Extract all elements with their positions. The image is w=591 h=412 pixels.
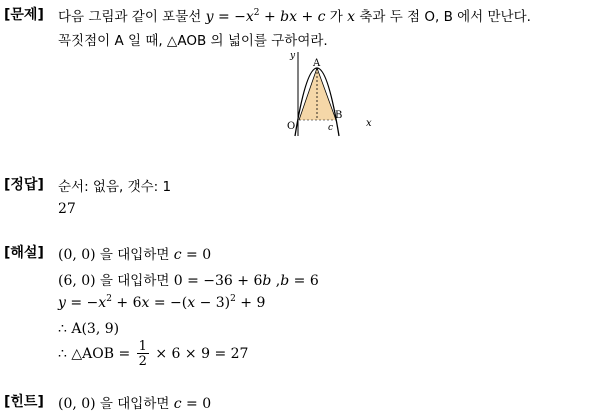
- answer-label: [정답]: [4, 177, 44, 193]
- solution-line-3: $y = -x^2 + 6x = -(x - 3)^2 + 9$: [58, 294, 266, 311]
- solution-line-4: ∴ A(3, 9): [58, 321, 120, 337]
- label-c: c: [328, 123, 334, 133]
- problem-label: [문제]: [4, 7, 44, 23]
- answer-value: 27: [58, 201, 76, 217]
- problem-line-1: 다음 그림과 같이 포물선 $y = -x^2$ + bx + c 가 x 축과 두 점 O, B 에서 만난다.: [58, 8, 531, 25]
- solution-label: [해설]: [4, 245, 44, 261]
- problem-line-2: 꼭짓점이 A 일 때, △AOB 의 넓이를 구하여라.: [58, 33, 328, 49]
- solution-line-1: (0, 0) 을 대입하면 c = 0: [58, 247, 212, 263]
- label-o: O: [287, 121, 296, 132]
- solution-line-5: ∴ △AOB = $\frac{1}{2}$ × 6 × 9 = 27: [58, 339, 249, 369]
- label-a: A: [313, 58, 321, 69]
- parabola-figure: [284, 46, 384, 138]
- label-y: y: [290, 51, 296, 61]
- hint-label: [힌트]: [4, 394, 44, 410]
- label-x: x: [366, 118, 372, 129]
- label-b: B: [335, 110, 343, 121]
- solution-line-2: (6, 0) 을 대입하면 0 = −36 + 6b ,b = 6: [58, 273, 319, 289]
- hint-line: (0, 0) 을 대입하면 c = 0: [58, 396, 212, 412]
- fraction-one-half: $\frac{1}{2}$: [138, 339, 147, 369]
- answer-line-1: 순서: 없음, 갯수: 1: [58, 179, 172, 195]
